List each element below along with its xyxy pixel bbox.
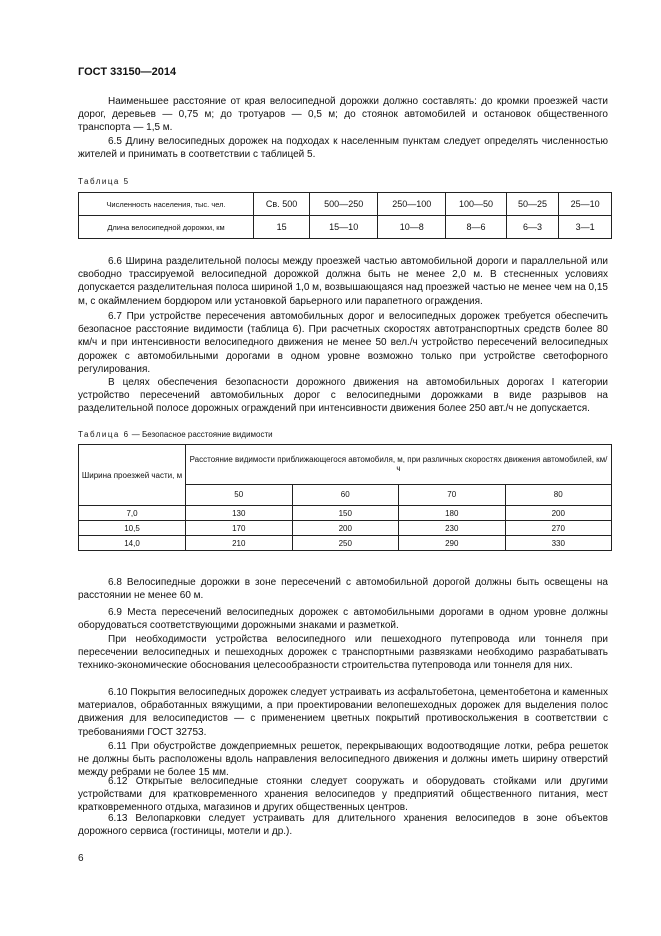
table-cell: 25—10 [559, 193, 612, 216]
table-cell: 500—250 [310, 193, 378, 216]
table-cell: 290 [399, 536, 506, 551]
table-row [79, 536, 612, 551]
paragraph-category-i: В целях обеспечения безопасности дорожного движения на автомобильных дорогах I категории устройство пересечений автомобильных дорог с велосипедными дорожками в виде разрывов на разделительной полосе дорожных ограждений при интенсивности движения более 250 авт./ч не допускается. [78, 377, 608, 415]
table-cell: 270 [505, 521, 612, 536]
table-cell: 330 [505, 536, 612, 551]
table5 [78, 192, 612, 239]
table-cell: 15 [254, 216, 310, 239]
paragraph-clearances: Наименьшее расстояние от края велосипедной дорожки должно составлять: до кромки проезжей части дорог, деревьев — 0,75 м; до тротуаров — 0,5 м; до стоянок автомобилей и остановок общественного транспорта — 1,5 м. [78, 96, 608, 134]
table-header-row [79, 445, 612, 485]
table6-caption [78, 430, 273, 439]
paragraph-tunnel: При необходимости устройства велосипедного или пешеходного путепровода или тоннеля при пересечении велосипедных и пешеходных дорожек с транспортными развязками необходимо разрабатывать технико-экономические обоснования целесообразности строительства путепровода или тоннеля для них. [78, 634, 608, 672]
table-row-label: Длина велосипедной дорожки, км [79, 216, 254, 239]
table-cell: 230 [399, 521, 506, 536]
table-cell: 15—10 [310, 216, 378, 239]
table-cell: 10—8 [378, 216, 446, 239]
table-cell: 250 [292, 536, 399, 551]
paragraph-6-6: 6.6 Ширина разделительной полосы между проезжей частью автомобильной дороги и параллельной или свободно трассируемой велосипедной дорожкой должна быть не менее 2,0 м. В стесненных условиях допускается разделительная полоса шириной 1,0 м, возвышающаяся над проезжей частью не менее чем на 0,15 м, с окаймлением бордюром или установкой барьерного или парапетного ограждения. [78, 256, 608, 307]
speed-header: 80 [505, 484, 612, 505]
table-cell: 200 [292, 521, 399, 536]
paragraph-6-13: 6.13 Велопарковки следует устраивать для длительного хранения велосипедов в зоне объектов дорожного сервиса (гостиницы, мотели и др.). [78, 813, 608, 838]
table-cell: 6—3 [506, 216, 559, 239]
table-cell: 50—25 [506, 193, 559, 216]
paragraph-6-7: 6.7 При устройстве пересечения автомобильных дорог и велосипедных дорожек требуется обеспечить безопасное расстояние видимости (таблица 6). При расчетных скоростях автотранспортных средств более 80 км/ч и при интенсивности велосипедного движения не менее 50 вел./ч устройство пересечений велосипедных дорожек с автомобильными дорогами в одном уровне возможно только при устройстве светофорного регулирования. [78, 311, 608, 375]
table-cell: 14,0 [79, 536, 186, 551]
table-cell: 200 [505, 506, 612, 521]
table-cell: 180 [399, 506, 506, 521]
paragraph-6-9: 6.9 Места пересечений велосипедных дорожек с автомобильными дорогами в одном уровне должны оборудоваться соответствующими дорожными знаками и разметкой. [78, 607, 608, 632]
table-cell: 170 [186, 521, 293, 536]
table-row [79, 216, 612, 239]
table6-caption-number: Таблица 6 [78, 430, 130, 439]
table-cell: 7,0 [79, 506, 186, 521]
table-cell: 100—50 [446, 193, 506, 216]
table-cell: 250—100 [378, 193, 446, 216]
speed-header: 60 [292, 484, 399, 505]
table-cell: Св. 500 [254, 193, 310, 216]
table-cell: 10,5 [79, 521, 186, 536]
paragraph-6-12: 6.12 Открытые велосипедные стоянки следует сооружать и оборудовать стойками или другими устройствами для кратковременного хранения велосипедов у предприятий общественного питания, мест кратковременного отдыха, магазинов и других общественных центров. [78, 776, 608, 814]
table-row [79, 506, 612, 521]
paragraph-6-11: 6.11 При обустройстве дождеприемных решеток, перекрывающих водоотводящие лотки, ребра решеток не должны быть расположены вдоль направления велосипедного движения и должны иметь ширину отверстий между ребрами не более 15 мм. [78, 741, 608, 779]
table-cell: 150 [292, 506, 399, 521]
table-cell: 8—6 [446, 216, 506, 239]
paragraph-6-5: 6.5 Длину велосипедных дорожек на подходах к населенным пунктам следует определять численностью жителей и принимать в соответствии с таблицей 5. [78, 136, 608, 161]
table6-group-header: Расстояние видимости приближающегося автомобиля, м, при различных скоростях движения автомобилей, км/ч [186, 445, 612, 485]
speed-header: 70 [399, 484, 506, 505]
table5-caption: Таблица 5 [78, 177, 130, 186]
paragraph-6-10: 6.10 Покрытия велосипедных дорожек следует устраивать из асфальтобетона, цементобетона и каменных материалов, обработанных вяжущими, а при проектировании велопешеходных дорожек для выделения полос движения для велосипедистов — с применением цветных покрытий противоскольжения в соответствии с требованиями ГОСТ 32753. [78, 687, 608, 738]
document-header: ГОСТ 33150—2014 [78, 66, 177, 78]
table-row [79, 193, 612, 216]
table-cell: 130 [186, 506, 293, 521]
table6 [78, 444, 612, 551]
table6-caption-title: — Безопасное расстояние видимости [129, 430, 273, 439]
paragraph-6-8: 6.8 Велосипедные дорожки в зоне пересечений с автомобильной дорогой должны быть освещены на расстоянии не менее 60 м. [78, 577, 608, 602]
table-cell: 210 [186, 536, 293, 551]
table6-col1-header: Ширина проезжей части, м [79, 445, 186, 506]
table-row [79, 521, 612, 536]
page-number: 6 [78, 853, 84, 864]
table-row-label: Численность населения, тыс. чел. [79, 193, 254, 216]
table-cell: 3—1 [559, 216, 612, 239]
speed-header: 50 [186, 484, 293, 505]
